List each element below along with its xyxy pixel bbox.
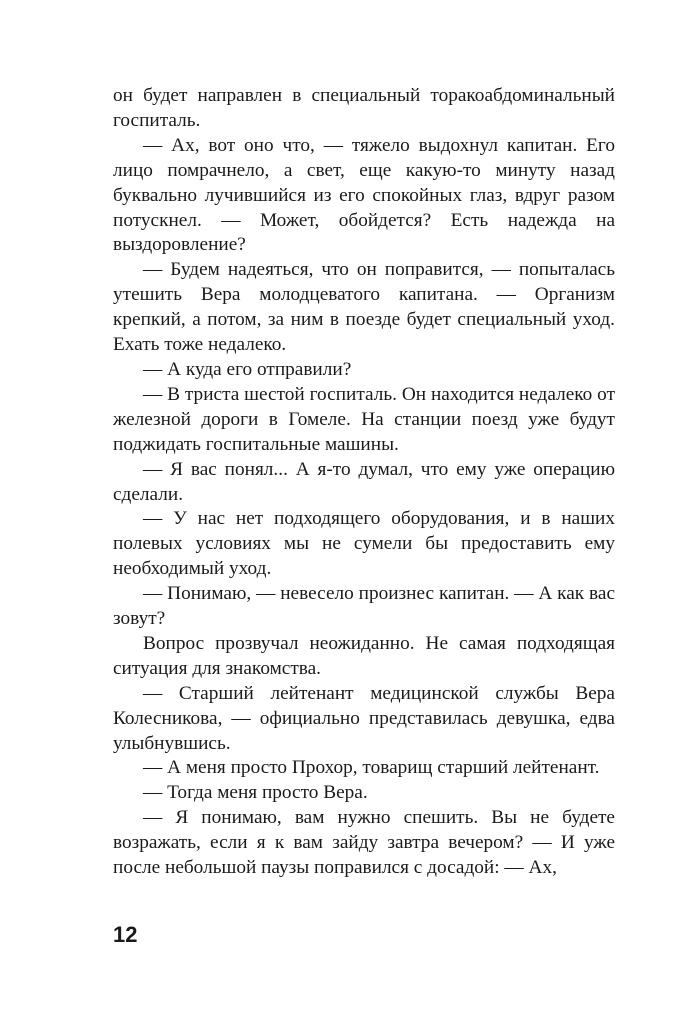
paragraph: — Понимаю, — невесело произнес капитан. — А как вас зовут? [113, 583, 615, 630]
paragraph: — Я вас понял... А я-то думал, что ему уже операцию сделали. [113, 458, 615, 505]
body-text [113, 84, 615, 881]
page-number: 12 [113, 922, 138, 947]
paragraph: — Будем надеяться, что он поправится, — попыталась утешить Вера молодцеватого капитана. — Организм крепкий, а потом, за ним в поезде будет специальный уход. Ехать тоже недалеко. [113, 259, 615, 356]
paragraph: — В триста шестой госпиталь. Он находится недалеко от железной дороги в Гомеле. На станции поезд уже будут поджидать госпитальные машины. [113, 383, 615, 455]
paragraph: — А меня просто Прохор, товарищ старший лейтенант. [143, 757, 600, 779]
paragraph: — Я понимаю, вам нужно спешить. Вы не будете возражать, если я к вам зайду завтра вечером? — И уже после небольшой паузы поправился с досадой: — Ах, [113, 807, 615, 879]
paragraph: — Тогда меня просто Вера. [143, 782, 368, 804]
paragraph: — А куда его отправили? [143, 358, 352, 380]
paragraph: он будет направлен в специальный торакоабдоминальный госпиталь. [113, 85, 615, 131]
paragraph: — Ах, вот оно что, — тяжело выдохнул капитан. Его лицо помрачнело, а свет, еще какую-то минуту назад буквально лучившийся из его спокойных глаз, вдруг разом потускнел. — Может, обойдется? Есть надежда на выздоровление? [113, 134, 615, 256]
paragraph: — У нас нет подходящего оборудования, и в наших полевых условиях мы не сумели бы предоставить ему необходимый уход. [113, 508, 615, 580]
paragraph: Вопрос прозвучал неожиданно. Не самая подходящая ситуация для знакомства. [113, 632, 615, 679]
paragraph: — Старший лейтенант медицинской службы Вера Колесникова, — официально представилась девушка, едва улыбнувшись. [113, 682, 615, 754]
